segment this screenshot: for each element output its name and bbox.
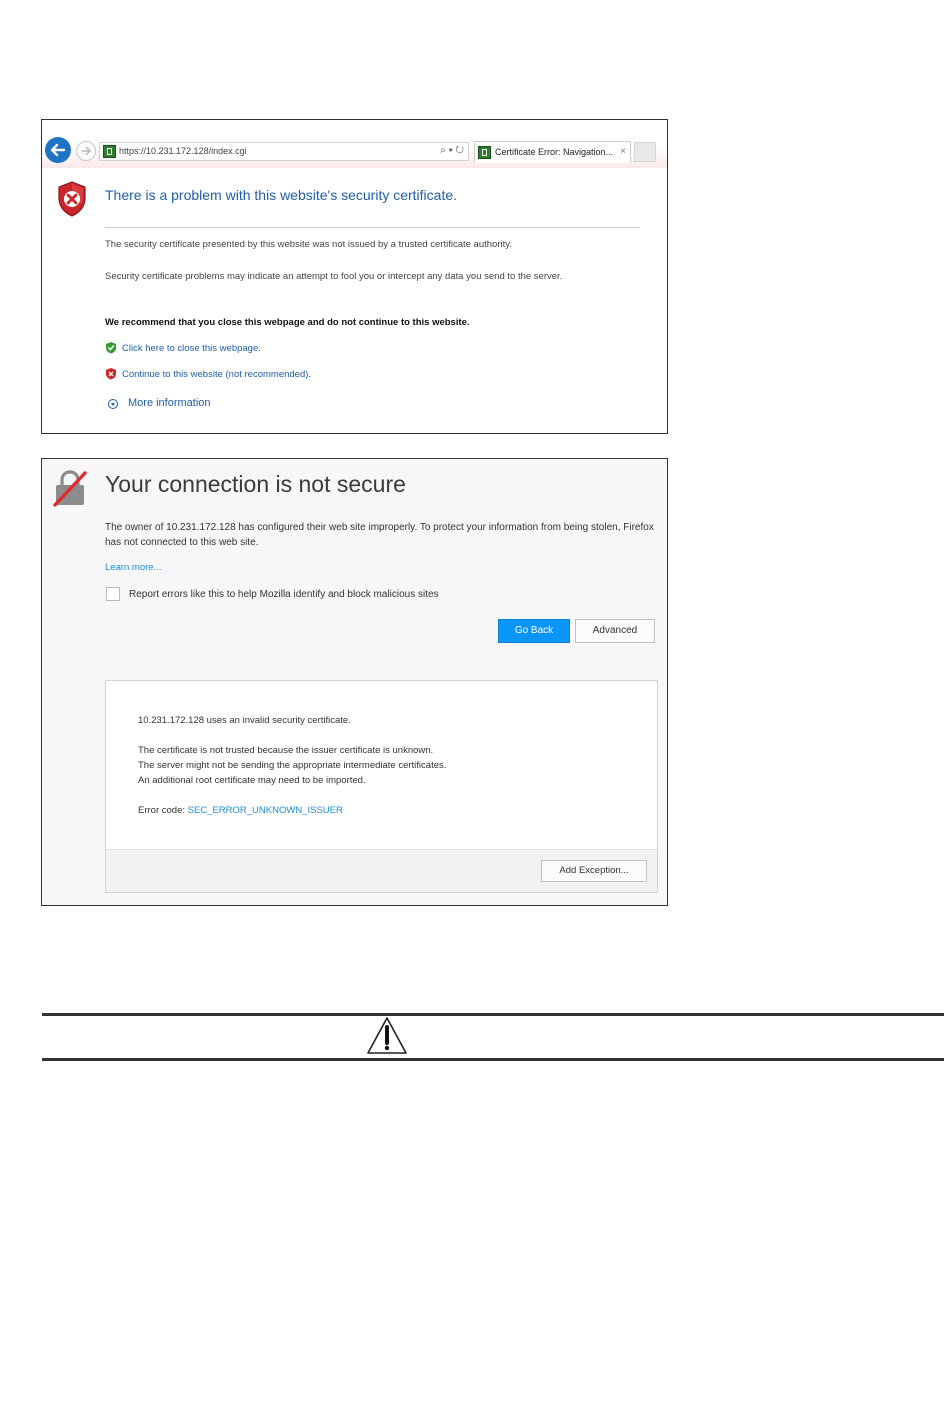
advanced-button[interactable]: Advanced [575, 619, 655, 643]
add-exception-button[interactable]: Add Exception... [541, 860, 647, 882]
search-refresh-icons[interactable]: ⌕ ▾ ↻ [440, 145, 464, 156]
tab-certificate-error[interactable] [474, 141, 631, 163]
tab-close-icon[interactable]: × [620, 146, 626, 157]
error-description: The owner of 10.231.172.128 has configured their web site improperly. To protect your information from being stolen, Firefox has not connected to this web site. [105, 522, 654, 548]
error-code-line [138, 805, 343, 816]
invalid-certificate-text: 10.231.172.128 uses an invalid security certificate. [138, 715, 351, 726]
warning-triangle-icon [366, 1016, 408, 1056]
go-back-button[interactable]: Go Back [498, 619, 570, 643]
red-shield-icon [105, 367, 117, 380]
back-arrow-icon [50, 142, 66, 158]
more-information-link[interactable]: More information [128, 397, 211, 409]
broken-lock-icon [52, 469, 88, 507]
root-certificate-text: An additional root certificate may need to be imported. [138, 775, 366, 786]
ie-toolbar [42, 120, 667, 168]
issuer-unknown-text: The certificate is not trusted because the issuer certificate is unknown. [138, 745, 434, 756]
tab-label: Certificate Error: Navigation... [495, 147, 614, 157]
report-errors-label[interactable]: Report errors like this to help Mozilla identify and block malicious sites [129, 589, 439, 600]
tab-certificate-icon [478, 146, 491, 159]
warning-top-rule [42, 1013, 944, 1016]
expand-down-icon[interactable] [108, 399, 118, 409]
report-errors-checkbox[interactable] [106, 587, 120, 601]
continue-website-link[interactable]: Continue to this website (not recommended). [122, 369, 312, 380]
back-button[interactable] [45, 137, 71, 163]
address-bar[interactable] [99, 142, 469, 161]
recommendation: We recommend that you close this webpage and do not continue to this website. [105, 317, 470, 328]
error-code-label: Error code: [138, 805, 188, 816]
forward-arrow-icon [80, 145, 92, 157]
page-title: Your connection is not secure [105, 471, 406, 497]
close-webpage-link[interactable]: Click here to close this webpage. [122, 343, 261, 354]
advanced-panel [105, 680, 658, 893]
certificate-error-icon[interactable] [103, 145, 116, 158]
error-code-link[interactable]: SEC_ERROR_UNKNOWN_ISSUER [187, 805, 343, 816]
error-warning: Security certificate problems may indicate an attempt to fool you or intercept any data you send to the server. [105, 271, 563, 282]
firefox-certificate-error-screenshot [41, 458, 668, 906]
panel-footer [106, 849, 657, 892]
url-text[interactable]: https://10.231.172.128/index.cgi [119, 146, 247, 156]
green-shield-icon [105, 341, 117, 354]
new-tab-button[interactable] [634, 142, 656, 162]
error-description: The security certificate presented by this website was not issued by a trusted certificate authority. [105, 239, 512, 250]
divider [105, 227, 640, 228]
warning-bottom-rule [42, 1058, 944, 1061]
ie-certificate-error-screenshot [41, 119, 668, 434]
learn-more-link[interactable]: Learn more... [105, 562, 162, 573]
error-title: There is a problem with this website's security certificate. [105, 187, 458, 203]
intermediate-certificates-text: The server might not be sending the appropriate intermediate certificates. [138, 760, 447, 771]
forward-button[interactable] [76, 141, 96, 161]
shield-error-icon [56, 180, 88, 218]
